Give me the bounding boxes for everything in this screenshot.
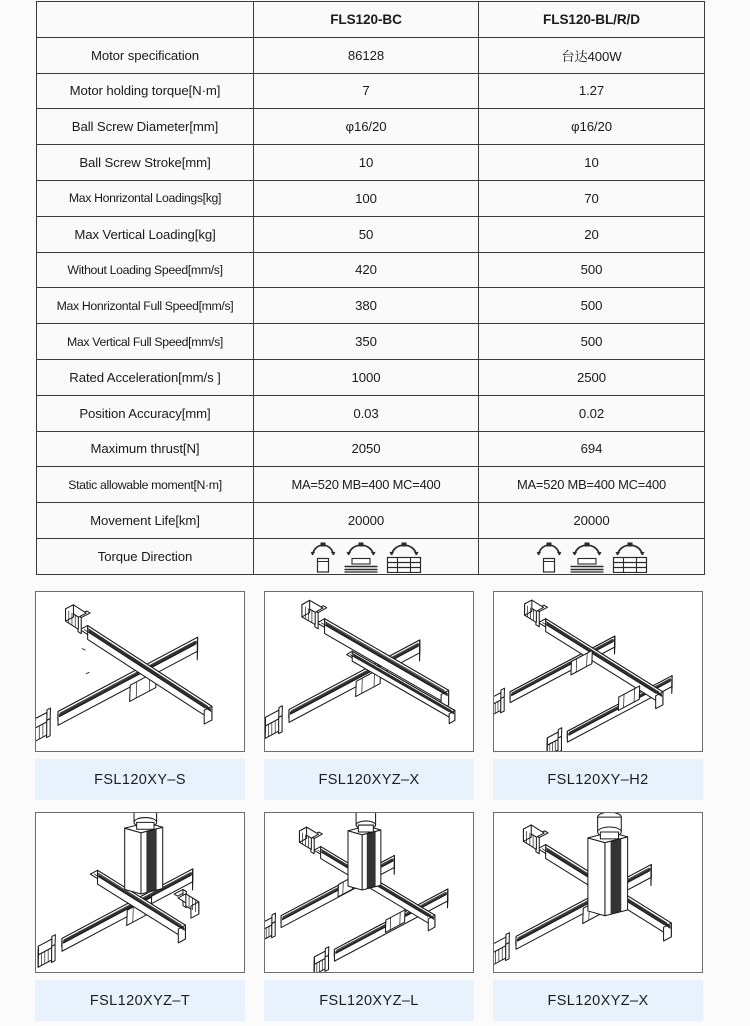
cell-value-bc: 350 (254, 324, 479, 360)
cell-value-bc: 10 (254, 145, 479, 181)
cell-value-blrd: 500 (479, 324, 705, 360)
gallery-card[interactable] (35, 812, 245, 1021)
technical-drawing-xyz-l-vertical (265, 813, 473, 972)
table-header-row (37, 2, 705, 38)
gallery-card[interactable] (493, 591, 703, 800)
product-caption: FSL120XY–S (35, 759, 245, 800)
torque-direction-icons (481, 539, 702, 573)
torque-icon-mb (343, 542, 379, 573)
cell-value-bc: MA=520 MB=400 MC=400 (254, 467, 479, 503)
product-image-frame[interactable] (35, 591, 245, 752)
cell-value-blrd: MA=520 MB=400 MC=400 (479, 467, 705, 503)
row-label: Ball Screw Stroke[mm] (37, 145, 254, 181)
specification-table-container (36, 1, 704, 575)
product-image-frame[interactable] (264, 591, 474, 752)
row-label: Motor holding torque[N·m] (37, 73, 254, 109)
header-cell-fls120-bc: FLS120-BC (254, 2, 479, 38)
technical-drawing-xyz-x-vertical (494, 813, 702, 972)
torque-icon-mb (569, 542, 605, 573)
cell-value-bc: 50 (254, 216, 479, 252)
table-row (37, 288, 705, 324)
product-caption: FSL120XYZ–T (35, 980, 245, 1021)
table-row (37, 503, 705, 539)
product-image-frame[interactable] (264, 812, 474, 973)
cell-value-blrd: 70 (479, 180, 705, 216)
cell-torque-direction-blrd (479, 538, 705, 574)
cell-value-blrd: 500 (479, 252, 705, 288)
gallery-row-2 (35, 812, 715, 1021)
cell-value-bc: 0.03 (254, 395, 479, 431)
cell-value-bc: φ16/20 (254, 109, 479, 145)
technical-drawing-xyz-double-rail (265, 592, 473, 751)
table-row (37, 359, 705, 395)
cell-value-bc: 1000 (254, 359, 479, 395)
torque-icon-mc (386, 542, 422, 573)
product-caption: FSL120XYZ–X (264, 759, 474, 800)
cell-value-blrd: φ16/20 (479, 109, 705, 145)
row-label: Static allowable moment[N·m] (37, 467, 254, 503)
row-label: Maximum thrust[N] (37, 431, 254, 467)
product-caption: FSL120XYZ–X (493, 980, 703, 1021)
cell-value-blrd: 500 (479, 288, 705, 324)
table-row (37, 252, 705, 288)
table-row (37, 395, 705, 431)
cell-value-bc: 420 (254, 252, 479, 288)
row-label: Rated Acceleration[mm/s ] (37, 359, 254, 395)
cell-value-blrd: 台达400W (479, 37, 705, 73)
cell-value-blrd: 20 (479, 216, 705, 252)
row-label: Motor specification (37, 37, 254, 73)
row-label: Position Accuracy[mm] (37, 395, 254, 431)
header-cell-fls120-blrd: FLS120-BL/R/D (479, 2, 705, 38)
row-label: Max Vertical Full Speed[mm/s] (37, 324, 254, 360)
table-row (37, 145, 705, 181)
cell-value-bc: 86128 (254, 37, 479, 73)
cell-value-blrd: 694 (479, 431, 705, 467)
cell-torque-direction-bc (254, 538, 479, 574)
row-label: Max Honrizontal Loadings[kg] (37, 180, 254, 216)
cell-value-blrd: 20000 (479, 503, 705, 539)
row-label: Max Vertical Loading[kg] (37, 216, 254, 252)
product-caption: FSL120XY–H2 (493, 759, 703, 800)
cell-value-blrd: 10 (479, 145, 705, 181)
cell-value-blrd: 2500 (479, 359, 705, 395)
table-row (37, 538, 705, 574)
table-row (37, 37, 705, 73)
torque-icon-mc (612, 542, 648, 573)
gallery-row-1 (35, 591, 715, 800)
cell-value-bc: 100 (254, 180, 479, 216)
row-label: Without Loading Speed[mm/s] (37, 252, 254, 288)
product-image-frame[interactable] (493, 812, 703, 973)
cell-value-bc: 380 (254, 288, 479, 324)
header-cell-blank (37, 2, 254, 38)
specification-table (36, 1, 705, 575)
table-row (37, 109, 705, 145)
cell-value-bc: 20000 (254, 503, 479, 539)
row-label: Ball Screw Diameter[mm] (37, 109, 254, 145)
product-image-frame[interactable] (493, 591, 703, 752)
row-label: Movement Life[km] (37, 503, 254, 539)
cell-value-blrd: 0.02 (479, 395, 705, 431)
table-row (37, 467, 705, 503)
product-image-frame[interactable] (35, 812, 245, 973)
gallery-card[interactable] (35, 591, 245, 800)
cell-value-bc: 7 (254, 73, 479, 109)
gallery-card[interactable] (264, 812, 474, 1021)
product-gallery (35, 591, 715, 1026)
table-row (37, 431, 705, 467)
product-caption: FSL120XYZ–L (264, 980, 474, 1021)
torque-icon-ma (310, 542, 336, 573)
technical-drawing-xy-cross-single (36, 592, 244, 751)
table-row (37, 180, 705, 216)
gallery-card[interactable] (493, 812, 703, 1021)
torque-direction-icons (256, 539, 476, 573)
technical-drawing-xyz-t-vertical (36, 813, 244, 972)
torque-icon-ma (536, 542, 562, 573)
table-row (37, 73, 705, 109)
table-row (37, 324, 705, 360)
row-label-torque-direction: Torque Direction (37, 538, 254, 574)
technical-drawing-xy-h2-dual (494, 592, 702, 751)
cell-value-bc: 2050 (254, 431, 479, 467)
gallery-card[interactable] (264, 591, 474, 800)
table-row (37, 216, 705, 252)
cell-value-blrd: 1.27 (479, 73, 705, 109)
row-label: Max Honrizontal Full Speed[mm/s] (37, 288, 254, 324)
